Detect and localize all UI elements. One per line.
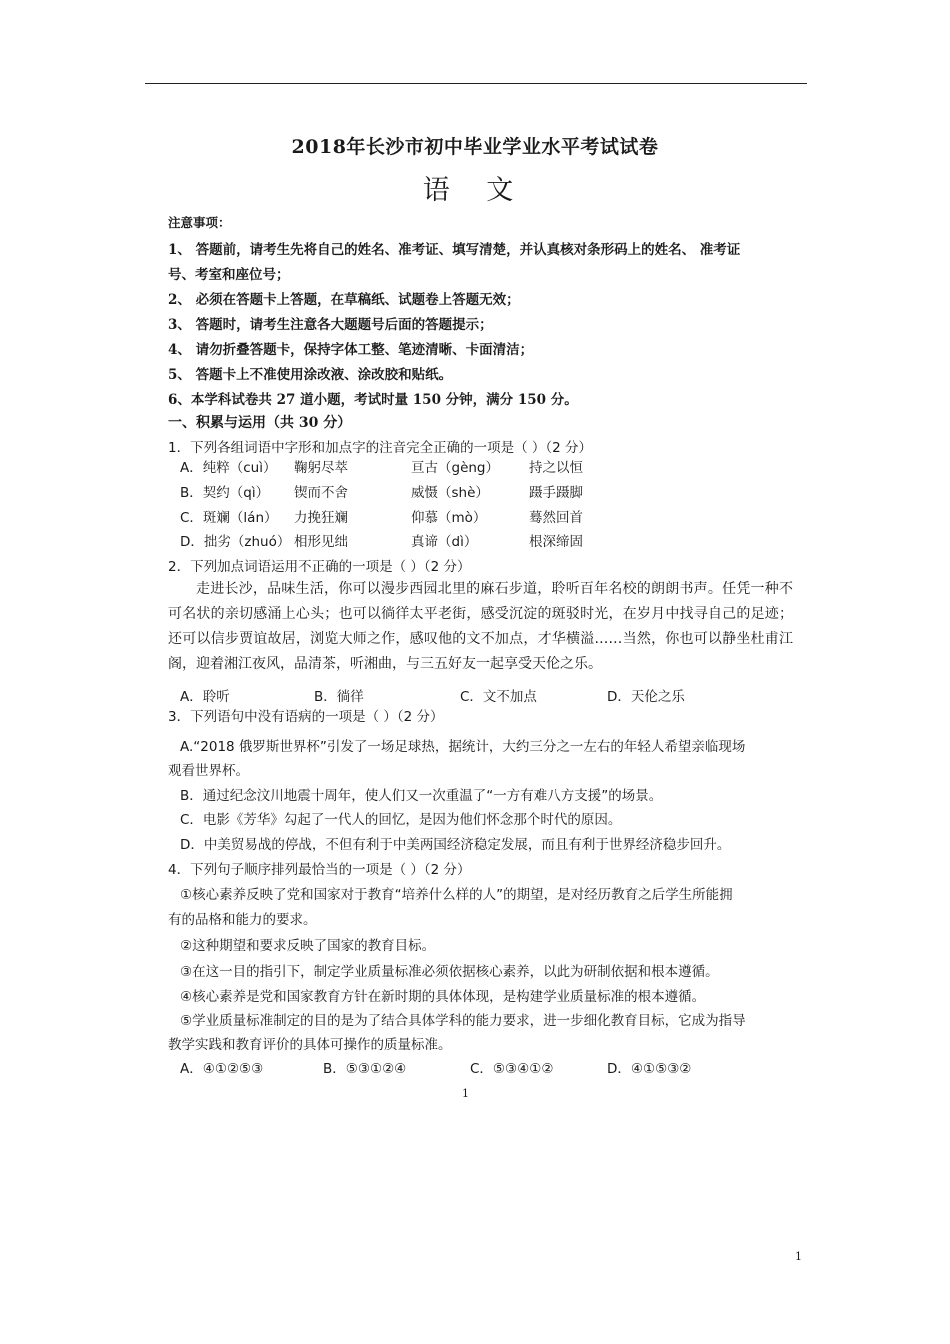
q2-option-d: D．天伦之乐 [607,689,685,705]
subject-title: 语 文 [422,175,528,206]
q3-option-a-cont: 观看世界杯。 [168,763,249,779]
q4-sentence-5: ⑤学业质量标准制定的目的是为了结合具体学科的能力要求，进一步细化教育目标，它成为指导 [180,1013,746,1029]
q1-row-b-col3: 威慑（shè） [411,485,489,501]
q1-row-a-col2: 鞠躬尽萃 [294,460,348,476]
q1-row-d-col1: D．拙劣（zhuó） [180,534,291,550]
q4-sentence-4: ④核心素养是党和国家教育方针在新时期的具体体现，是构建学业质量标准的根本遵循。 [180,989,706,1005]
page-number-inner: 1 [462,1087,469,1100]
q4-option-b: B．⑤③①②④ [323,1061,407,1077]
q4-sentence-1-cont: 有的品格和能力的要求。 [168,912,317,928]
q1-row-c-col4: 蓦然回首 [529,510,583,526]
question-2-stem: 2．下列加点词语运用不正确的一项是（ ）（2 分） [168,559,471,575]
q4-option-c: C．⑤③④①② [470,1061,554,1077]
q1-row-a-col4: 持之以恒 [529,460,583,476]
q1-row-c-col3: 仰慕（mò） [411,510,487,526]
notice-line: 3、 答题时，请考生注意各大题题号后面的答题提示； [168,317,493,333]
notice-line: 号、考室和座位号； [168,267,290,283]
header-rule [145,83,807,84]
q1-row-a-col3: 亘古（gèng） [411,460,500,476]
q2-option-c: C．文不加点 [460,689,537,705]
q1-row-b-col2: 锲而不舍 [294,485,348,501]
exam-title: 2018年长沙市初中毕业学业水平考试试卷 [291,136,659,158]
q4-option-d: D．④①⑤③② [607,1061,692,1077]
q4-option-a: A．④①②⑤③ [180,1061,264,1077]
q2-option-a: A．聆听 [180,689,230,705]
q2-option-b: B．徜徉 [314,689,364,705]
q4-sentence-5-cont: 教学实践和教育评价的具体可操作的质量标准。 [168,1037,452,1053]
q3-option-a: A.“2018 俄罗斯世界杯”引发了一场足球热，据统计，大约三分之一左右的年轻人希望亲临现场 [180,739,746,755]
notice-line: 4、 请勿折叠答题卡，保持字体工整、笔迹清晰、卡面清洁； [168,342,534,358]
q1-row-c-col2: 力挽狂斓 [294,510,348,526]
page-number-outer: 1 [795,1250,802,1263]
q3-option-b: B．通过纪念汶川地震十周年，使人们又一次重温了“一方有难八方支援”的场景。 [180,788,663,804]
notice-line: 5、 答题卡上不准使用涂改液、涂改胶和贴纸。 [168,367,453,383]
notice-heading: 注意事项： [168,215,231,230]
q1-row-b-col1: B．契约（qì） [180,485,270,501]
question-3-stem: 3．下列语句中没有语病的一项是（ ）（2 分） [168,709,444,725]
q1-row-c-col1: C．斑斓（lán） [180,510,278,526]
question-2-passage: 走进长沙，品味生活，你可以漫步西园北里的麻石步道，聆听百年名校的朗朗书声。任凭一种不可名状的亲切感涌上心头；也可以徜徉太平老街，感受沉淀的斑驳时光，在岁月中找寻自己的足迹；还可以信步贾谊故居，浏览大师之作，感叹他的文不加点，才华横溢……当然，你也可以静坐杜甫江阁，迎着湘江夜风，品清茶，听湘曲，与三五好友一起享受天伦之乐。 [168,581,793,672]
q1-row-a-col1: A．纯粹（cuì） [180,460,277,476]
question-4-stem: 4．下列句子顺序排列最恰当的一项是（ ）（2 分） [168,862,471,878]
q4-sentence-3: ③在这一目的指引下，制定学业质量标准必须依据核心素养，以此为研制依据和根本遵循。 [180,964,719,980]
q1-row-d-col3: 真谛（dì） [411,534,478,550]
notice-line: 1、 答题前，请考生先将自己的姓名、准考证、填写清楚，并认真核对条形码上的姓名、 准考证 [168,242,741,258]
section-heading: 一、积累与运用（共 30 分） [168,415,352,431]
q1-row-d-col4: 根深缔固 [529,534,583,550]
q4-sentence-2: ②这种期望和要求反映了国家的教育目标。 [180,938,436,954]
notice-line: 2、 必须在答题卡上答题，在草稿纸、试题卷上答题无效； [168,292,520,308]
question-1-stem: 1．下列各组词语中字形和加点字的注音完全正确的一项是（ ）（2 分） [168,440,593,456]
notice-line: 6、本学科试卷共 27 道小题，考试时量 150 分钟，满分 150 分。 [168,392,578,408]
q4-sentence-1: ①核心素养反映了党和国家对于教育“培养什么样的人”的期望，是对经历教育之后学生所能拥 [180,887,733,903]
q3-option-d: D．中美贸易战的停战，不但有利于中美两国经济稳定发展，而且有利于世界经济稳步回升。 [180,837,731,853]
q1-row-d-col2: 相形见绌 [294,534,348,550]
q1-row-b-col4: 蹑手蹑脚 [529,485,583,501]
q3-option-c: C．电影《芳华》勾起了一代人的回忆，是因为他们怀念那个时代的原因。 [180,812,622,828]
